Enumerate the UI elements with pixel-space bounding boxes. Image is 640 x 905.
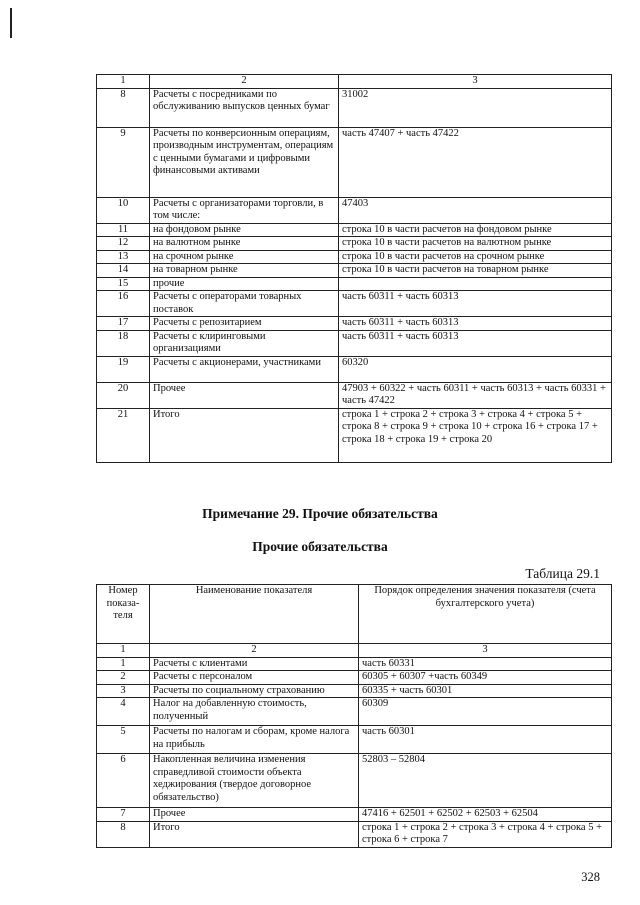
row-value: 47416 + 62501 + 62502 + 62503 + 62504 xyxy=(359,808,612,822)
row-value: часть 60331 xyxy=(359,657,612,671)
table-row xyxy=(97,88,612,127)
row-number: 17 xyxy=(97,317,150,331)
row-value: 60335 + часть 60301 xyxy=(359,684,612,698)
col-number-header: Номер показа-теля xyxy=(97,585,150,644)
row-name: на фондовом рынке xyxy=(150,223,339,237)
table-top xyxy=(96,74,612,463)
row-value: 31002 xyxy=(339,88,612,127)
column-numbers-row xyxy=(97,644,612,658)
row-number: 13 xyxy=(97,250,150,264)
margin-mark xyxy=(10,8,12,38)
table-row xyxy=(97,264,612,278)
row-number: 3 xyxy=(97,684,150,698)
page-number: 328 xyxy=(581,870,600,884)
header-cell: 1 xyxy=(97,75,150,89)
row-name: на валютном рынке xyxy=(150,237,339,251)
row-name: прочие xyxy=(150,277,339,291)
row-number: 12 xyxy=(97,237,150,251)
table-row xyxy=(97,808,612,822)
row-number: 19 xyxy=(97,356,150,382)
table-row xyxy=(97,657,612,671)
table-row xyxy=(97,356,612,382)
table-row xyxy=(97,250,612,264)
row-value: 47403 xyxy=(339,197,612,223)
row-number: 4 xyxy=(97,698,150,726)
row-value: 60305 + 60307 +часть 60349 xyxy=(359,671,612,685)
row-value: часть 60311 + часть 60313 xyxy=(339,330,612,356)
table-row xyxy=(97,671,612,685)
table-row xyxy=(97,754,612,808)
row-name: Прочее xyxy=(150,382,339,408)
table-row xyxy=(97,408,612,462)
row-value: 47903 + 60322 + часть 60311 + часть 60313 + часть 60331 + часть 47422 xyxy=(339,382,612,408)
row-value: строка 10 в части расчетов на фондовом рынке xyxy=(339,223,612,237)
row-name: Расчеты с клиентами xyxy=(150,657,359,671)
row-value: строка 10 в части расчетов на валютном рынке xyxy=(339,237,612,251)
row-name: Накопленная величина изменения справедливой стоимости объекта хеджирования (твердое договорное обязательство) xyxy=(150,754,359,808)
row-value: часть 47407 + часть 47422 xyxy=(339,127,612,197)
row-number: 6 xyxy=(97,754,150,808)
row-number: 9 xyxy=(97,127,150,197)
row-number: 15 xyxy=(97,277,150,291)
row-number: 1 xyxy=(97,657,150,671)
table-row xyxy=(97,291,612,317)
row-value: строка 10 в части расчетов на товарном рынке xyxy=(339,264,612,278)
table-row xyxy=(97,223,612,237)
row-name: Расчеты с клиринговыми организациями xyxy=(150,330,339,356)
table-row xyxy=(97,726,612,754)
row-name: Расчеты с репозитарием xyxy=(150,317,339,331)
row-value: часть 60301 xyxy=(359,726,612,754)
header-cell: 2 xyxy=(150,75,339,89)
column-number: 1 xyxy=(97,644,150,658)
table-row xyxy=(97,684,612,698)
row-value: строка 1 + строка 2 + строка 3 + строка 4 + строка 5 + строка 6 + строка 7 xyxy=(359,821,612,847)
row-value: часть 60311 + часть 60313 xyxy=(339,291,612,317)
row-number: 14 xyxy=(97,264,150,278)
row-name: Расчеты с персоналом xyxy=(150,671,359,685)
row-name: Расчеты по налогам и сборам, кроме налога на прибыль xyxy=(150,726,359,754)
table-caption: Таблица 29.1 xyxy=(525,566,600,581)
row-number: 7 xyxy=(97,808,150,822)
row-name: Расчеты с посредниками по обслуживанию выпусков ценных бумаг xyxy=(150,88,339,127)
row-number: 8 xyxy=(97,821,150,847)
row-name: Расчеты с операторами товарных поставок xyxy=(150,291,339,317)
column-number: 3 xyxy=(359,644,612,658)
row-name: Итого xyxy=(150,821,359,847)
row-number: 2 xyxy=(97,671,150,685)
col-name-header: Наименование показателя xyxy=(150,585,359,644)
row-name: Расчеты по конверсионным операциям, производным инструментам, операциям с ценными бумагами и цифровыми финансовыми активами xyxy=(150,127,339,197)
row-value xyxy=(339,277,612,291)
row-name: Расчеты по социальному страхованию xyxy=(150,684,359,698)
row-name: на срочном рынке xyxy=(150,250,339,264)
row-value: 52803 – 52804 xyxy=(359,754,612,808)
row-name: Расчеты с акционерами, участниками xyxy=(150,356,339,382)
row-value: 60320 xyxy=(339,356,612,382)
col-method-header: Порядок определения значения показателя (счета бухгалтерского учета) xyxy=(359,585,612,644)
table-header-row xyxy=(97,585,612,644)
row-name: Расчеты с организаторами торговли, в том числе: xyxy=(150,197,339,223)
row-name: на товарном рынке xyxy=(150,264,339,278)
table-row xyxy=(97,317,612,331)
row-number: 5 xyxy=(97,726,150,754)
table-row xyxy=(97,821,612,847)
row-number: 16 xyxy=(97,291,150,317)
row-number: 8 xyxy=(97,88,150,127)
row-number: 10 xyxy=(97,197,150,223)
table-header-row xyxy=(97,75,612,89)
column-number: 2 xyxy=(150,644,359,658)
row-number: 20 xyxy=(97,382,150,408)
note-heading: Примечание 29. Прочие обязательства xyxy=(202,506,438,521)
table-row xyxy=(97,127,612,197)
row-value: часть 60311 + часть 60313 xyxy=(339,317,612,331)
row-number: 11 xyxy=(97,223,150,237)
row-name: Итого xyxy=(150,408,339,462)
table-row xyxy=(97,382,612,408)
table-row xyxy=(97,237,612,251)
row-name: Прочее xyxy=(150,808,359,822)
header-cell: 3 xyxy=(339,75,612,89)
row-value: строка 10 в части расчетов на срочном рынке xyxy=(339,250,612,264)
row-value: 60309 xyxy=(359,698,612,726)
row-value: строка 1 + строка 2 + строка 3 + строка 4 + строка 5 + строка 8 + строка 9 + строка 10 + строка 16 + строка 17 + строка 18 + строка 19 + строка 20 xyxy=(339,408,612,462)
row-number: 18 xyxy=(97,330,150,356)
table-row xyxy=(97,698,612,726)
table-row xyxy=(97,197,612,223)
row-name: Налог на добавленную стоимость, полученный xyxy=(150,698,359,726)
table-row xyxy=(97,330,612,356)
table-row xyxy=(97,277,612,291)
table-bottom xyxy=(96,584,612,848)
row-number: 21 xyxy=(97,408,150,462)
table-heading: Прочие обязательства xyxy=(252,539,388,554)
